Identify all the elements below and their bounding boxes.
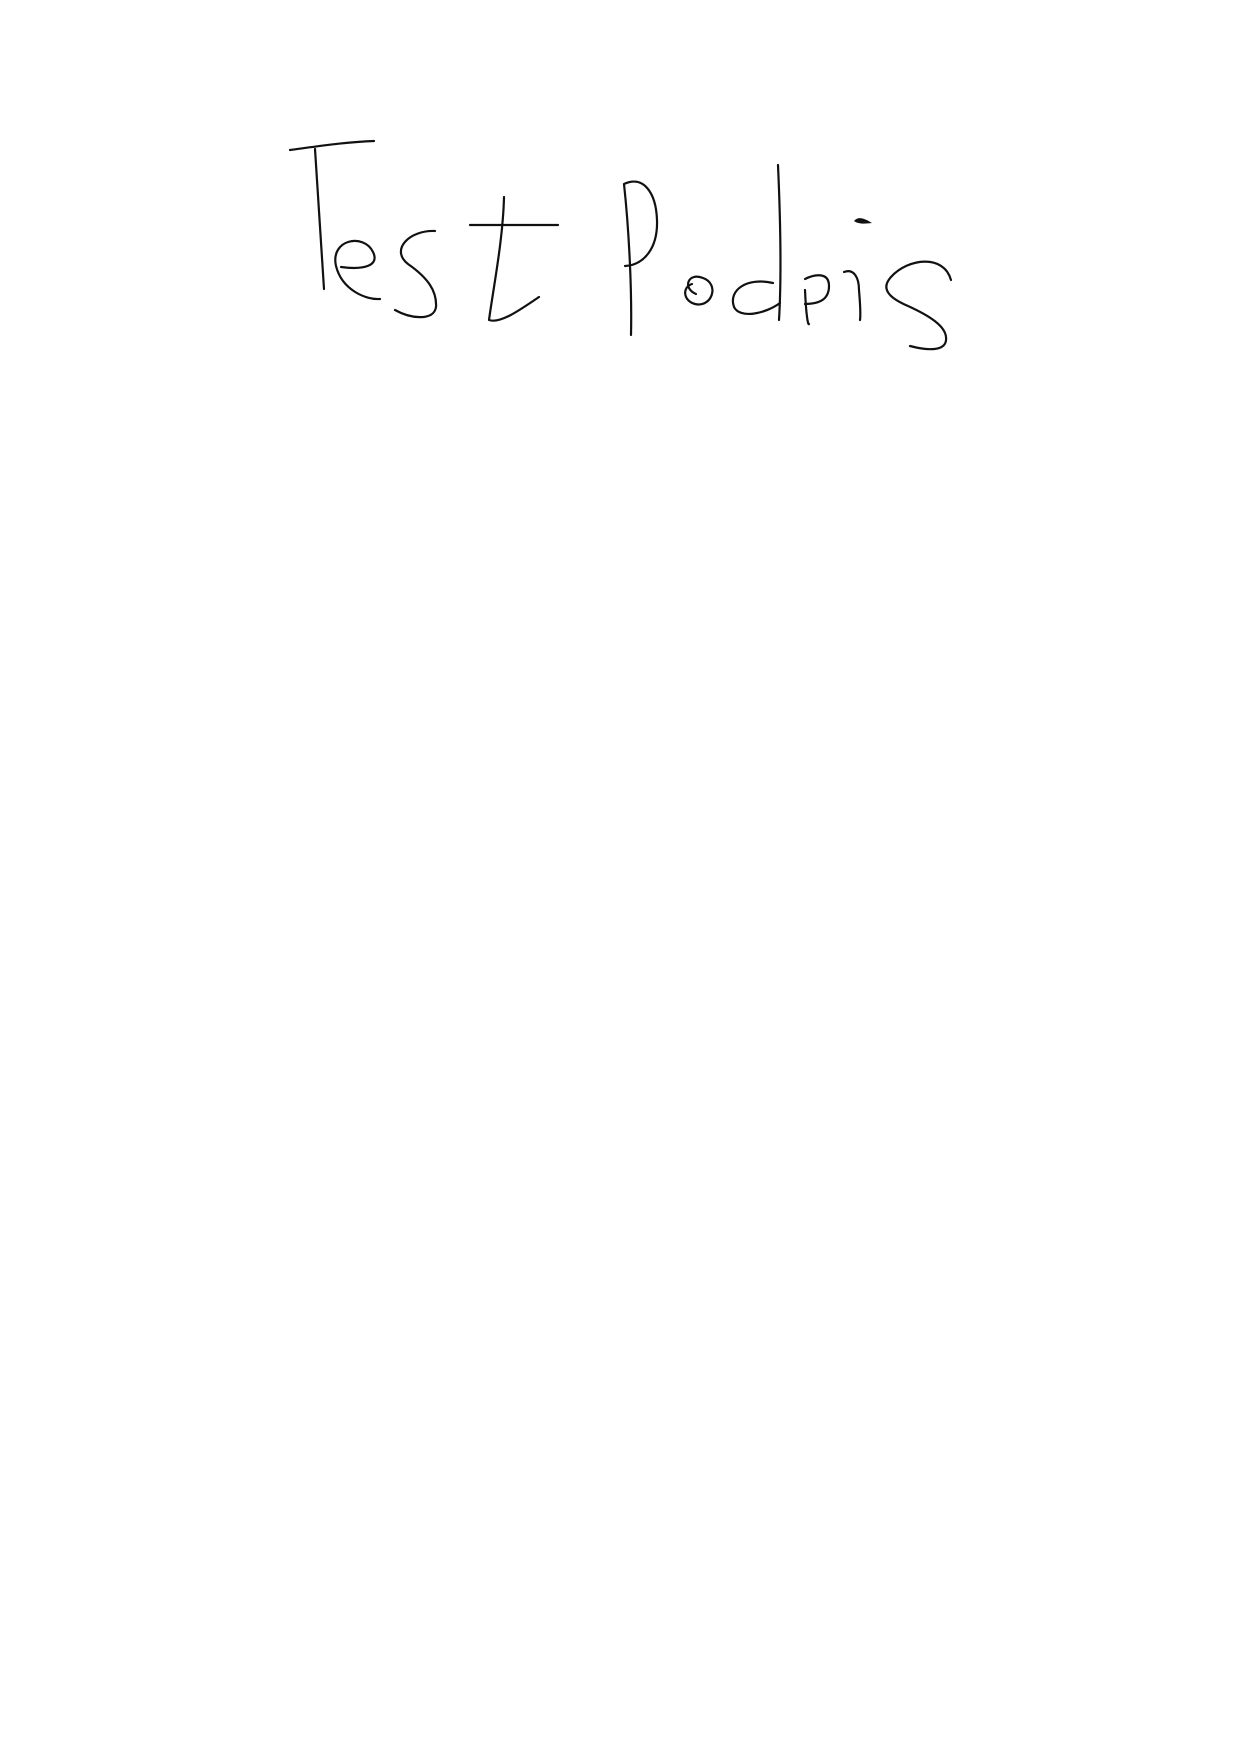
signature-stroke (844, 271, 860, 320)
signature-stroke (805, 275, 829, 304)
handwritten-signature (250, 120, 980, 410)
signature-stroke (854, 218, 872, 223)
signature-stroke (335, 241, 380, 299)
signature-stroke (805, 290, 809, 324)
signature-stroke (290, 141, 374, 150)
signature-stroke (886, 262, 951, 350)
signature-stroke (489, 197, 539, 321)
signature-stroke (733, 282, 780, 314)
signature-stroke (315, 149, 324, 289)
signature-stroke (395, 231, 436, 317)
signature-stroke (685, 277, 712, 305)
signature-stroke (778, 165, 781, 320)
signature-drawing (250, 120, 980, 410)
signature-stroke (624, 182, 657, 335)
